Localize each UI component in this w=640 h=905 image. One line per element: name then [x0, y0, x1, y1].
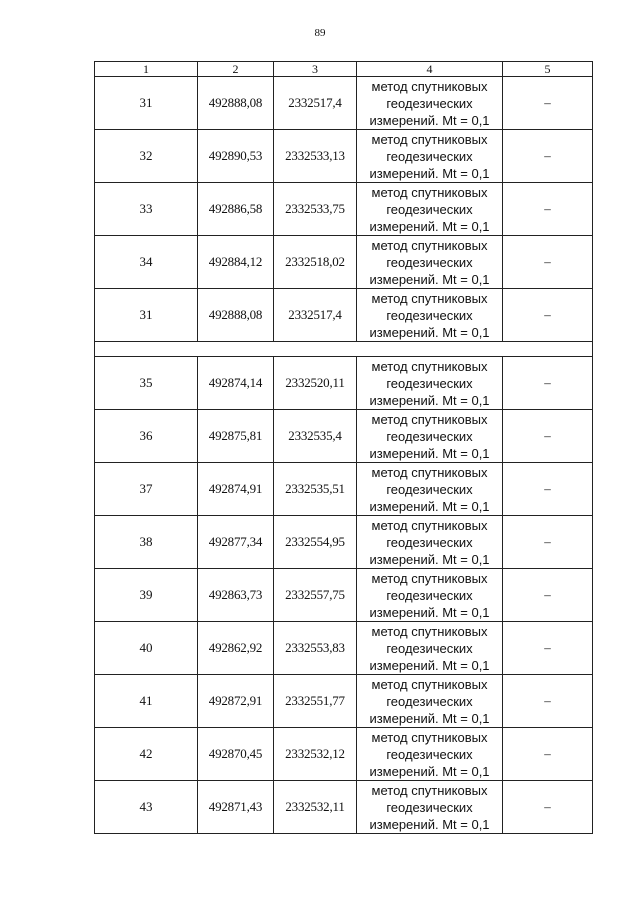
- table-row: [95, 289, 593, 342]
- point-number-cell: 39: [95, 569, 198, 622]
- coordinate-y-cell: 2332533,13: [274, 130, 357, 183]
- coordinates-table: [94, 61, 593, 834]
- method-line-2: геодезических: [386, 640, 473, 656]
- coordinate-y-cell: 2332532,11: [274, 781, 357, 834]
- point-number-cell: 36: [95, 410, 198, 463]
- coordinate-x-cell: 492870,45: [198, 728, 274, 781]
- column-header-5: 5: [503, 62, 593, 77]
- method-line-1: метод спутниковых: [371, 517, 488, 533]
- method-cell: [357, 569, 503, 622]
- point-number-cell: 41: [95, 675, 198, 728]
- method-line-2: геодезических: [386, 148, 473, 164]
- method-line-3: измерений. Mt = 0,1: [369, 710, 490, 726]
- method-cell: [357, 77, 503, 130]
- table-row: [95, 463, 593, 516]
- method-cell: [357, 289, 503, 342]
- table-row: [95, 77, 593, 130]
- note-cell: –: [503, 183, 593, 236]
- method-cell: [357, 410, 503, 463]
- table-row: [95, 781, 593, 834]
- method-line-3: измерений. Mt = 0,1: [369, 392, 490, 408]
- method-line-3: измерений. Mt = 0,1: [369, 551, 490, 567]
- method-line-2: геодезических: [386, 746, 473, 762]
- coordinate-y-cell: 2332553,83: [274, 622, 357, 675]
- method-cell: [357, 236, 503, 289]
- coordinate-x-cell: 492886,58: [198, 183, 274, 236]
- table-row: [95, 569, 593, 622]
- note-cell: –: [503, 675, 593, 728]
- method-line-3: измерений. Mt = 0,1: [369, 165, 490, 181]
- point-number-cell: 43: [95, 781, 198, 834]
- coordinate-y-cell: 2332517,4: [274, 77, 357, 130]
- method-line-2: геодезических: [386, 428, 473, 444]
- point-number-cell: 33: [95, 183, 198, 236]
- method-line-3: измерений. Mt = 0,1: [369, 112, 490, 128]
- method-line-2: геодезических: [386, 587, 473, 603]
- method-line-3: измерений. Mt = 0,1: [369, 498, 490, 514]
- method-cell: [357, 516, 503, 569]
- method-cell: [357, 183, 503, 236]
- coordinate-x-cell: 492890,53: [198, 130, 274, 183]
- coordinate-y-cell: 2332554,95: [274, 516, 357, 569]
- coordinate-y-cell: 2332532,12: [274, 728, 357, 781]
- coordinate-y-cell: 2332535,4: [274, 410, 357, 463]
- coordinate-y-cell: 2332557,75: [274, 569, 357, 622]
- method-line-1: метод спутниковых: [371, 290, 488, 306]
- method-line-3: измерений. Mt = 0,1: [369, 763, 490, 779]
- point-number-cell: 31: [95, 77, 198, 130]
- coordinate-y-cell: 2332518,02: [274, 236, 357, 289]
- table-body: [95, 77, 593, 834]
- coordinate-x-cell: 492862,92: [198, 622, 274, 675]
- method-line-1: метод спутниковых: [371, 623, 488, 639]
- table-row: [95, 675, 593, 728]
- method-line-1: метод спутниковых: [371, 184, 488, 200]
- coordinate-y-cell: 2332535,51: [274, 463, 357, 516]
- point-number-cell: 37: [95, 463, 198, 516]
- method-line-2: геодезических: [386, 481, 473, 497]
- method-line-2: геодезических: [386, 534, 473, 550]
- method-line-1: метод спутниковых: [371, 464, 488, 480]
- coordinate-y-cell: 2332517,4: [274, 289, 357, 342]
- coordinate-x-cell: 492871,43: [198, 781, 274, 834]
- column-header-4: 4: [357, 62, 503, 77]
- note-cell: –: [503, 463, 593, 516]
- coordinate-x-cell: 492874,91: [198, 463, 274, 516]
- method-line-3: измерений. Mt = 0,1: [369, 604, 490, 620]
- method-cell: [357, 463, 503, 516]
- coordinate-y-cell: 2332533,75: [274, 183, 357, 236]
- method-cell: [357, 130, 503, 183]
- point-number-cell: 32: [95, 130, 198, 183]
- method-cell: [357, 781, 503, 834]
- coordinate-y-cell: 2332520,11: [274, 357, 357, 410]
- method-line-3: измерений. Mt = 0,1: [369, 657, 490, 673]
- table-row: [95, 410, 593, 463]
- column-header-1: 1: [95, 62, 198, 77]
- point-number-cell: 42: [95, 728, 198, 781]
- method-line-2: геодезических: [386, 693, 473, 709]
- coordinate-x-cell: 492884,12: [198, 236, 274, 289]
- note-cell: –: [503, 728, 593, 781]
- column-header-2: 2: [198, 62, 274, 77]
- table-row: [95, 728, 593, 781]
- method-cell: [357, 675, 503, 728]
- method-line-3: измерений. Mt = 0,1: [369, 218, 490, 234]
- table-spacer-row: [95, 342, 593, 357]
- method-line-2: геодезических: [386, 95, 473, 111]
- method-line-1: метод спутниковых: [371, 411, 488, 427]
- note-cell: –: [503, 569, 593, 622]
- table-row: [95, 236, 593, 289]
- note-cell: –: [503, 130, 593, 183]
- method-line-1: метод спутниковых: [371, 237, 488, 253]
- method-line-1: метод спутниковых: [371, 358, 488, 374]
- point-number-cell: 38: [95, 516, 198, 569]
- coordinate-x-cell: 492888,08: [198, 77, 274, 130]
- method-line-2: геодезических: [386, 254, 473, 270]
- coordinate-x-cell: 492874,14: [198, 357, 274, 410]
- note-cell: –: [503, 357, 593, 410]
- method-cell: [357, 622, 503, 675]
- method-line-1: метод спутниковых: [371, 570, 488, 586]
- method-cell: [357, 728, 503, 781]
- note-cell: –: [503, 781, 593, 834]
- table-row: [95, 357, 593, 410]
- method-line-2: геодезических: [386, 201, 473, 217]
- method-line-1: метод спутниковых: [371, 78, 488, 94]
- table-row: [95, 130, 593, 183]
- coordinate-x-cell: 492875,81: [198, 410, 274, 463]
- spacer-cell: [95, 342, 593, 357]
- note-cell: –: [503, 289, 593, 342]
- point-number-cell: 35: [95, 357, 198, 410]
- point-number-cell: 40: [95, 622, 198, 675]
- note-cell: –: [503, 410, 593, 463]
- method-line-3: измерений. Mt = 0,1: [369, 445, 490, 461]
- method-cell: [357, 357, 503, 410]
- method-line-1: метод спутниковых: [371, 729, 488, 745]
- note-cell: –: [503, 516, 593, 569]
- coordinate-y-cell: 2332551,77: [274, 675, 357, 728]
- page-number: 89: [314, 27, 326, 39]
- table-row: [95, 183, 593, 236]
- method-line-2: геодезических: [386, 307, 473, 323]
- coordinate-x-cell: 492877,34: [198, 516, 274, 569]
- method-line-2: геодезических: [386, 799, 473, 815]
- method-line-3: измерений. Mt = 0,1: [369, 816, 490, 832]
- coordinate-x-cell: 492863,73: [198, 569, 274, 622]
- column-header-3: 3: [274, 62, 357, 77]
- method-line-1: метод спутниковых: [371, 676, 488, 692]
- note-cell: –: [503, 236, 593, 289]
- point-number-cell: 34: [95, 236, 198, 289]
- coordinate-x-cell: 492888,08: [198, 289, 274, 342]
- point-number-cell: 31: [95, 289, 198, 342]
- method-line-3: измерений. Mt = 0,1: [369, 324, 490, 340]
- note-cell: –: [503, 77, 593, 130]
- method-line-1: метод спутниковых: [371, 782, 488, 798]
- note-cell: –: [503, 622, 593, 675]
- table-header-row: [95, 62, 593, 77]
- method-line-1: метод спутниковых: [371, 131, 488, 147]
- table-row: [95, 516, 593, 569]
- table-row: [95, 622, 593, 675]
- coordinate-x-cell: 492872,91: [198, 675, 274, 728]
- method-line-3: измерений. Mt = 0,1: [369, 271, 490, 287]
- method-line-2: геодезических: [386, 375, 473, 391]
